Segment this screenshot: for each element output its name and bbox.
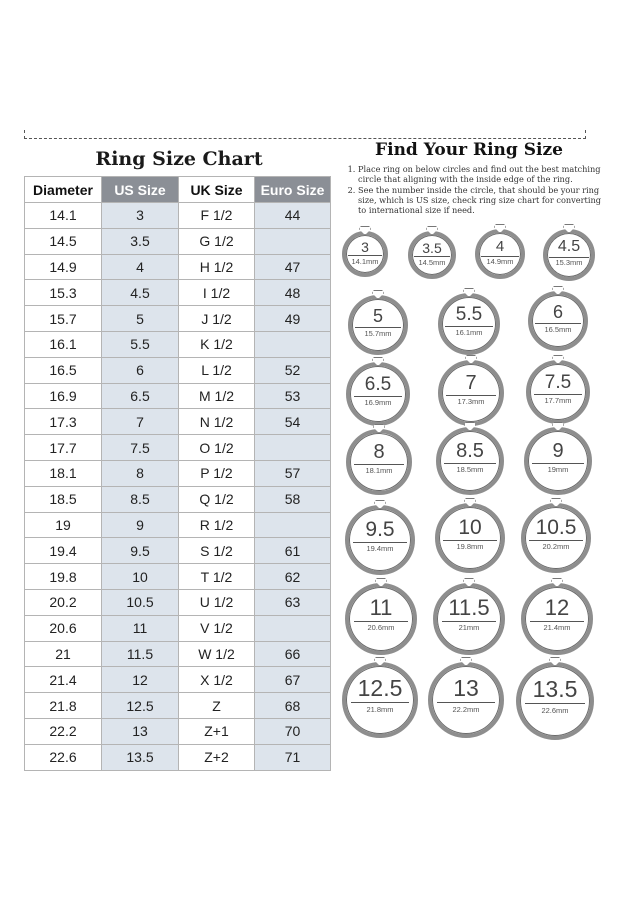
cell-diameter: 15.7 bbox=[25, 306, 102, 332]
ring-us-size: 8 bbox=[373, 441, 385, 464]
ring-us-size: 9 bbox=[552, 439, 564, 462]
ring-us-size: 4.5 bbox=[557, 238, 581, 256]
cell-euro-size: 47 bbox=[255, 254, 331, 280]
diameter-line bbox=[445, 326, 492, 327]
cell-euro-size: 58 bbox=[255, 486, 331, 512]
cell-uk-size: L 1/2 bbox=[179, 357, 255, 383]
diameter-line bbox=[354, 396, 403, 397]
instruction-item: 1. Place ring on below circles and find out the best matching circle that aligning with the inside edge of the ring. bbox=[358, 164, 606, 184]
cell-us-size: 4.5 bbox=[102, 280, 179, 306]
cell-uk-size: V 1/2 bbox=[179, 615, 255, 641]
ring-circle bbox=[342, 662, 418, 738]
ring-us-size: 12 bbox=[544, 595, 570, 621]
ring-us-size: 5.5 bbox=[455, 304, 483, 326]
cell-euro-size bbox=[255, 435, 331, 461]
cell-us-size: 6 bbox=[102, 357, 179, 383]
ring-circle bbox=[524, 427, 592, 495]
ring-diameter-mm: 14.5mm bbox=[418, 257, 446, 267]
ring-us-size: 12.5 bbox=[357, 675, 403, 702]
find-ring-size-title: Find Your Ring Size bbox=[375, 140, 563, 160]
ring-diameter-mm: 19.8mm bbox=[456, 542, 484, 552]
diameter-line bbox=[351, 702, 409, 703]
ring-diameter-mm: 22.6mm bbox=[541, 705, 569, 715]
cell-us-size: 8 bbox=[102, 460, 179, 486]
cell-diameter: 15.3 bbox=[25, 280, 102, 306]
table-row bbox=[25, 486, 331, 512]
ring-diameter-mm: 19mm bbox=[547, 465, 569, 475]
cell-uk-size: P 1/2 bbox=[179, 460, 255, 486]
table-row bbox=[25, 435, 331, 461]
table-row bbox=[25, 564, 331, 590]
cell-diameter: 19 bbox=[25, 512, 102, 538]
diameter-line bbox=[354, 464, 404, 465]
ring-circle bbox=[528, 291, 588, 351]
ring-diameter-mm: 21mm bbox=[458, 623, 480, 633]
cell-euro-size: 52 bbox=[255, 357, 331, 383]
ring-circle bbox=[521, 503, 591, 573]
cell-us-size: 10 bbox=[102, 564, 179, 590]
cell-euro-size: 71 bbox=[255, 744, 331, 770]
ring-circle bbox=[346, 429, 412, 495]
cell-us-size: 13.5 bbox=[102, 744, 179, 770]
ring-circle bbox=[438, 360, 504, 426]
diameter-line bbox=[443, 540, 496, 541]
cell-diameter: 17.7 bbox=[25, 435, 102, 461]
ring-diameter-mm: 20.2mm bbox=[542, 542, 570, 552]
cell-euro-size: 53 bbox=[255, 383, 331, 409]
ring-size-chart-title: Ring Size Chart bbox=[95, 148, 263, 170]
cell-euro-size bbox=[255, 331, 331, 357]
ring-us-size: 7 bbox=[465, 372, 477, 395]
ring-circle bbox=[526, 360, 590, 424]
ring-us-size: 11 bbox=[369, 595, 393, 621]
table-row bbox=[25, 331, 331, 357]
cell-uk-size: K 1/2 bbox=[179, 331, 255, 357]
ring-circle bbox=[348, 295, 408, 355]
ring-diameter-mm: 18.1mm bbox=[365, 465, 393, 475]
table-row bbox=[25, 460, 331, 486]
cell-us-size: 12 bbox=[102, 667, 179, 693]
cell-euro-size bbox=[255, 615, 331, 641]
cell-diameter: 14.5 bbox=[25, 228, 102, 254]
cell-us-size: 7.5 bbox=[102, 435, 179, 461]
ring-diameter-mm: 14.9mm bbox=[486, 257, 514, 266]
cell-us-size: 9 bbox=[102, 512, 179, 538]
cell-diameter: 19.4 bbox=[25, 538, 102, 564]
table-row bbox=[25, 538, 331, 564]
table-row bbox=[25, 615, 331, 641]
cell-uk-size: S 1/2 bbox=[179, 538, 255, 564]
cell-us-size: 9.5 bbox=[102, 538, 179, 564]
ring-circle bbox=[475, 229, 525, 279]
cell-diameter: 21.4 bbox=[25, 667, 102, 693]
cell-diameter: 16.9 bbox=[25, 383, 102, 409]
diameter-line bbox=[525, 703, 584, 704]
cell-diameter: 14.1 bbox=[25, 203, 102, 229]
ring-circle bbox=[516, 662, 594, 740]
cell-euro-size: 63 bbox=[255, 589, 331, 615]
cell-uk-size: U 1/2 bbox=[179, 589, 255, 615]
cell-euro-size: 49 bbox=[255, 306, 331, 332]
diameter-line bbox=[442, 621, 497, 622]
ring-circle bbox=[435, 503, 505, 573]
ring-diameter-mm: 20.6mm bbox=[367, 623, 395, 633]
table-row bbox=[25, 512, 331, 538]
ring-circle bbox=[438, 293, 500, 355]
cell-us-size: 12.5 bbox=[102, 693, 179, 719]
ring-us-size: 11.5 bbox=[448, 595, 490, 621]
cell-uk-size: M 1/2 bbox=[179, 383, 255, 409]
header-uk-size: UK Size bbox=[179, 177, 255, 203]
cell-euro-size bbox=[255, 512, 331, 538]
ring-us-size: 3.5 bbox=[422, 239, 442, 256]
cell-uk-size: X 1/2 bbox=[179, 667, 255, 693]
cell-diameter: 19.8 bbox=[25, 564, 102, 590]
ring-us-size: 10.5 bbox=[535, 516, 577, 539]
cell-euro-size: 68 bbox=[255, 693, 331, 719]
table-row bbox=[25, 744, 331, 770]
ring-circle bbox=[436, 427, 504, 495]
diameter-line bbox=[437, 702, 495, 703]
ring-diameter-mm: 16.5mm bbox=[544, 324, 572, 334]
diameter-line bbox=[353, 542, 406, 543]
cell-diameter: 22.6 bbox=[25, 744, 102, 770]
cell-euro-size: 54 bbox=[255, 409, 331, 435]
header-diameter: Diameter bbox=[25, 177, 102, 203]
ring-diameter-mm: 15.7mm bbox=[364, 328, 392, 338]
ring-diameter-mm: 16.1mm bbox=[455, 327, 483, 337]
cell-uk-size: Z bbox=[179, 693, 255, 719]
ring-diameter-mm: 17.7mm bbox=[544, 395, 572, 405]
cell-diameter: 21 bbox=[25, 641, 102, 667]
ring-us-size: 13 bbox=[453, 675, 479, 702]
cell-uk-size: H 1/2 bbox=[179, 254, 255, 280]
cell-uk-size: T 1/2 bbox=[179, 564, 255, 590]
cell-euro-size: 67 bbox=[255, 667, 331, 693]
ring-circle bbox=[346, 362, 410, 426]
diameter-line bbox=[354, 621, 409, 622]
diameter-line bbox=[529, 540, 582, 541]
cell-diameter: 14.9 bbox=[25, 254, 102, 280]
table-row bbox=[25, 667, 331, 693]
cell-us-size: 11 bbox=[102, 615, 179, 641]
ring-diameter-mm: 21.8mm bbox=[366, 704, 394, 714]
ring-circle bbox=[342, 231, 388, 277]
table-row bbox=[25, 203, 331, 229]
ring-diameter-mm: 22.2mm bbox=[452, 704, 480, 714]
cell-uk-size: Z+1 bbox=[179, 718, 255, 744]
cell-us-size: 13 bbox=[102, 718, 179, 744]
cell-euro-size: 44 bbox=[255, 203, 331, 229]
ring-circle bbox=[345, 505, 415, 575]
cell-uk-size: O 1/2 bbox=[179, 435, 255, 461]
table-row bbox=[25, 409, 331, 435]
cut-line-right bbox=[585, 130, 586, 139]
cell-diameter: 20.2 bbox=[25, 589, 102, 615]
cell-uk-size: Z+2 bbox=[179, 744, 255, 770]
cell-us-size: 11.5 bbox=[102, 641, 179, 667]
ring-diameter-mm: 16.9mm bbox=[364, 397, 392, 407]
table-row bbox=[25, 589, 331, 615]
table-row bbox=[25, 718, 331, 744]
ring-circle bbox=[345, 583, 417, 655]
table-row bbox=[25, 383, 331, 409]
cell-uk-size: Q 1/2 bbox=[179, 486, 255, 512]
cell-diameter: 20.6 bbox=[25, 615, 102, 641]
cell-us-size: 3 bbox=[102, 203, 179, 229]
ring-diameter-mm: 14.1mm bbox=[351, 256, 379, 266]
ring-us-size: 13.5 bbox=[532, 675, 578, 702]
table-row bbox=[25, 357, 331, 383]
header-us-size: US Size bbox=[102, 177, 179, 203]
cell-euro-size: 70 bbox=[255, 718, 331, 744]
instruction-item: 2. See the number inside the circle, that should be your ring size, which is US size, check ring size chart for converting to international size if need. bbox=[358, 185, 606, 215]
cell-uk-size: R 1/2 bbox=[179, 512, 255, 538]
cell-euro-size: 62 bbox=[255, 564, 331, 590]
diameter-line bbox=[530, 621, 585, 622]
cell-us-size: 5.5 bbox=[102, 331, 179, 357]
cell-diameter: 22.2 bbox=[25, 718, 102, 744]
cell-euro-size: 48 bbox=[255, 280, 331, 306]
ring-circle bbox=[521, 583, 593, 655]
diameter-line bbox=[444, 463, 496, 464]
ring-us-size: 6.5 bbox=[364, 373, 392, 395]
table-header-row bbox=[25, 177, 331, 203]
cell-us-size: 6.5 bbox=[102, 383, 179, 409]
ring-us-size: 7.5 bbox=[544, 371, 572, 393]
cell-diameter: 16.5 bbox=[25, 357, 102, 383]
ring-diameter-mm: 18.5mm bbox=[456, 465, 484, 475]
cell-us-size: 4 bbox=[102, 254, 179, 280]
ring-circle bbox=[543, 229, 595, 281]
table-row bbox=[25, 280, 331, 306]
ring-diameter-mm: 21.4mm bbox=[543, 623, 571, 633]
table-row bbox=[25, 254, 331, 280]
ring-us-size: 10 bbox=[458, 516, 482, 539]
ring-circle bbox=[408, 231, 456, 279]
cut-line-top bbox=[24, 138, 586, 139]
cell-uk-size: I 1/2 bbox=[179, 280, 255, 306]
diameter-line bbox=[532, 463, 584, 464]
header-euro-size: Euro Size bbox=[255, 177, 331, 203]
diameter-line bbox=[534, 394, 583, 395]
instructions-list bbox=[346, 164, 606, 216]
cell-diameter: 18.1 bbox=[25, 460, 102, 486]
ring-diameter-mm: 19.4mm bbox=[366, 544, 394, 554]
cell-uk-size: G 1/2 bbox=[179, 228, 255, 254]
ring-us-size: 5 bbox=[372, 306, 383, 326]
cell-diameter: 18.5 bbox=[25, 486, 102, 512]
cell-uk-size: W 1/2 bbox=[179, 641, 255, 667]
ring-us-size: 4 bbox=[495, 238, 505, 255]
cell-euro-size: 57 bbox=[255, 460, 331, 486]
cell-uk-size: N 1/2 bbox=[179, 409, 255, 435]
cell-us-size: 3.5 bbox=[102, 228, 179, 254]
cell-euro-size bbox=[255, 228, 331, 254]
table-row bbox=[25, 228, 331, 254]
table-row bbox=[25, 306, 331, 332]
table-row bbox=[25, 693, 331, 719]
ring-diameter-mm: 15.3mm bbox=[555, 258, 583, 268]
ring-circle bbox=[428, 662, 504, 738]
cell-us-size: 5 bbox=[102, 306, 179, 332]
cell-us-size: 10.5 bbox=[102, 589, 179, 615]
diameter-line bbox=[446, 395, 496, 396]
cell-diameter: 16.1 bbox=[25, 331, 102, 357]
cell-uk-size: F 1/2 bbox=[179, 203, 255, 229]
table-row bbox=[25, 641, 331, 667]
cell-uk-size: J 1/2 bbox=[179, 306, 255, 332]
ring-circle bbox=[433, 583, 505, 655]
cell-euro-size: 61 bbox=[255, 538, 331, 564]
cell-us-size: 7 bbox=[102, 409, 179, 435]
cell-us-size: 8.5 bbox=[102, 486, 179, 512]
cell-diameter: 21.8 bbox=[25, 693, 102, 719]
ring-us-size: 6 bbox=[552, 302, 563, 322]
ring-us-size: 3 bbox=[361, 239, 369, 256]
ring-us-size: 9.5 bbox=[365, 518, 395, 541]
cell-diameter: 17.3 bbox=[25, 409, 102, 435]
ring-diameter-mm: 17.3mm bbox=[457, 396, 485, 406]
cell-euro-size: 66 bbox=[255, 641, 331, 667]
ring-us-size: 8.5 bbox=[456, 439, 484, 462]
ring-size-table bbox=[24, 176, 331, 771]
